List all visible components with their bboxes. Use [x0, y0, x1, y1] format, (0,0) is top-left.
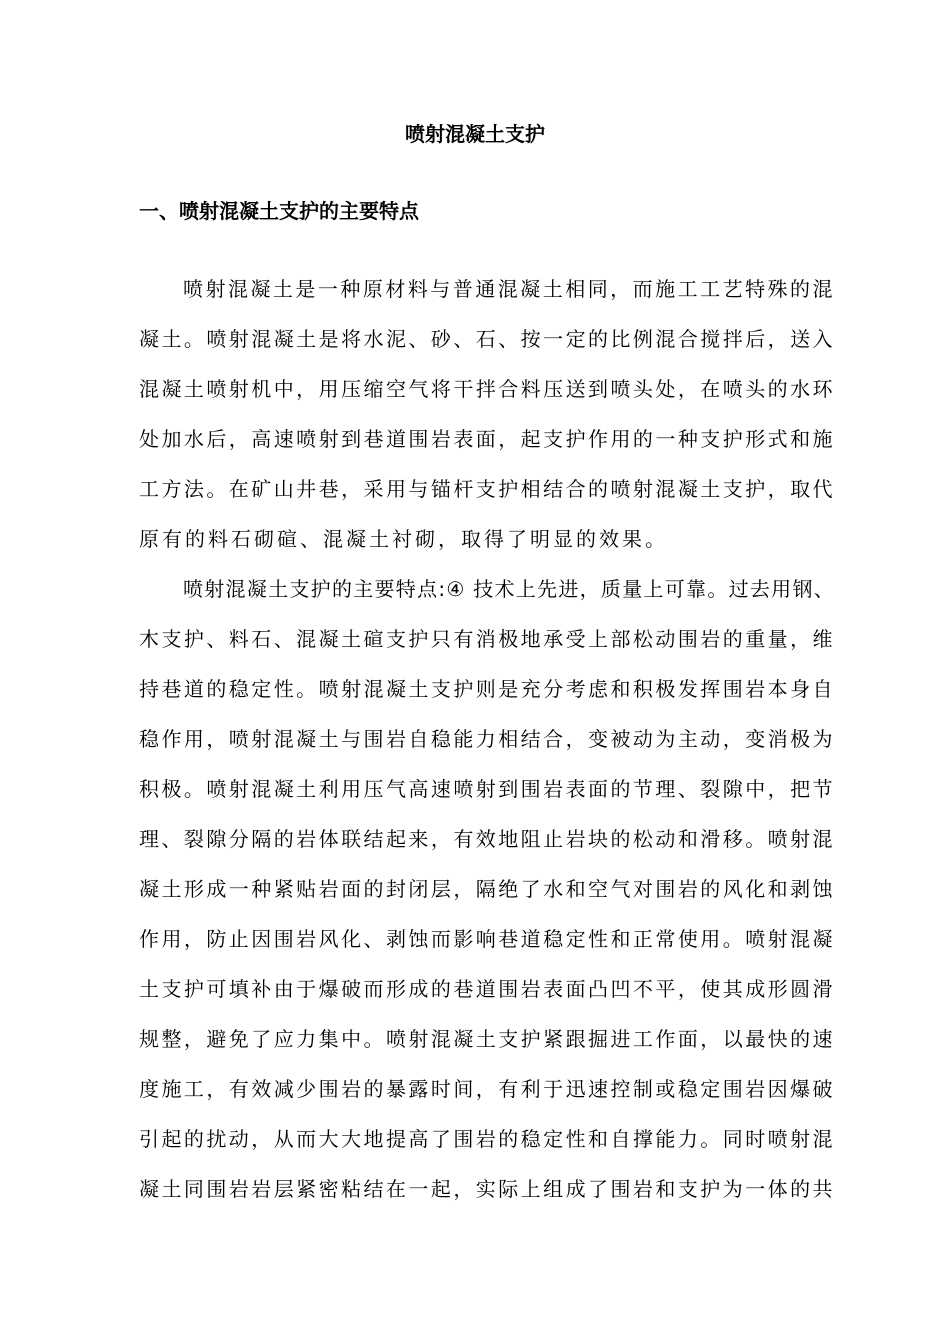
paragraph-line: 喷射混凝土是一种原材料与普通混凝土相同，而施工工艺特殊的混 [183, 277, 835, 301]
paragraph-line: 土支护可填补由于爆破而形成的巷道围岩表面凸凹不平，使其成形圆滑 [139, 977, 835, 1001]
paragraph-line: 混凝土喷射机中，用压缩空气将干拌合料压送到喷头处，在喷头的水环 [139, 377, 835, 401]
paragraph-line: 积极。喷射混凝土利用压气高速喷射到围岩表面的节理、裂隙中，把节 [139, 777, 835, 801]
paragraph-line: 工方法。在矿山井巷，采用与锚杆支护相结合的喷射混凝土支护，取代 [139, 477, 835, 501]
paragraph-line: 凝土同围岩岩层紧密粘结在一起，实际上组成了围岩和支护为一体的共 [139, 1177, 835, 1201]
paragraph-line: 稳作用，喷射混凝土与围岩自稳能力相结合，变被动为主动，变消极为 [139, 727, 835, 751]
section-heading: 一、喷射混凝土支护的主要特点 [139, 199, 419, 223]
paragraph-line: 引起的扰动，从而大大地提高了围岩的稳定性和自撑能力。同时喷射混 [139, 1127, 835, 1151]
paragraph-line: 凝土。喷射混凝土是将水泥、砂、石、按一定的比例混合搅拌后，送入 [139, 327, 835, 351]
paragraph-line: 度施工，有效减少围岩的暴露时间，有利于迅速控制或稳定围岩因爆破 [139, 1077, 835, 1101]
paragraph-line: 处加水后，高速喷射到巷道围岩表面，起支护作用的一种支护形式和施 [139, 427, 835, 451]
paragraph-line: 规整，避免了应力集中。喷射混凝土支护紧跟掘进工作面，以最快的速 [139, 1027, 835, 1051]
paragraph-line: 理、裂隙分隔的岩体联结起来，有效地阻止岩块的松动和滑移。喷射混 [139, 827, 835, 851]
document-title: 喷射混凝土支护 [405, 122, 545, 146]
paragraph-line: 持巷道的稳定性。喷射混凝土支护则是充分考虑和积极发挥围岩本身自 [139, 677, 835, 701]
paragraph-line: 木支护、料石、混凝土碹支护只有消极地承受上部松动围岩的重量，维 [139, 627, 835, 651]
paragraph-line: 凝土形成一种紧贴岩面的封闭层，隔绝了水和空气对围岩的风化和剥蚀 [139, 877, 835, 901]
paragraph-line: 原有的料石砌碹、混凝土衬砌，取得了明显的效果。 [139, 527, 668, 551]
paragraph-line: 作用，防止因围岩风化、剥蚀而影响巷道稳定性和正常使用。喷射混凝 [139, 927, 835, 951]
paragraph-line: 喷射混凝土支护的主要特点:④ 技术上先进，质量上可靠。过去用钢、 [183, 577, 836, 601]
